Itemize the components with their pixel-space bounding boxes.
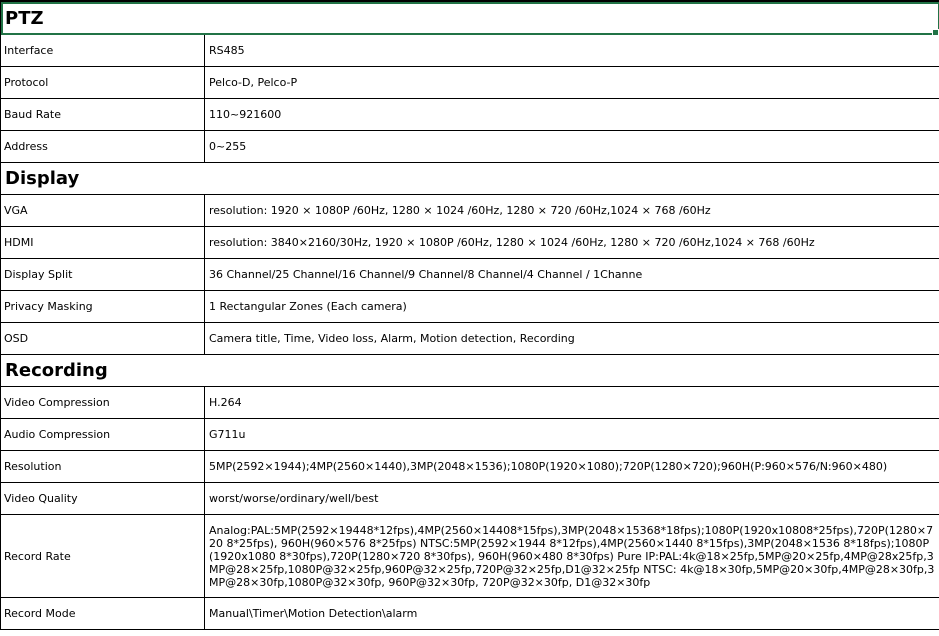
cell-value[interactable]: Pelco-D, Pelco-P [205,67,939,99]
cell-label[interactable]: Record Rate [1,515,205,598]
cell-value[interactable]: RS485 [205,35,939,67]
section-header-ptz [1,2,939,35]
cell-value[interactable]: H.264 [205,387,939,419]
table-row [1,323,939,355]
table-row [1,259,939,291]
cell-value[interactable]: 110~921600 [205,99,939,131]
table-row [1,195,939,227]
cell-value[interactable]: Manual\Timer\Motion Detection\alarm [205,598,939,630]
cell-label[interactable]: Audio Compression [1,419,205,451]
cell-label[interactable]: Protocol [1,67,205,99]
cell-label[interactable]: Record Mode [1,598,205,630]
cell-label[interactable]: Video Compression [1,387,205,419]
section-title-recording[interactable]: Recording [1,355,939,387]
cell-label[interactable]: Display Split [1,259,205,291]
selection-fill-handle[interactable] [932,29,939,36]
table-row [1,598,939,630]
table-row [1,451,939,483]
table-row [1,515,939,598]
cell-value[interactable]: 36 Channel/25 Channel/16 Channel/9 Channel/8 Channel/4 Channel / 1Channe [205,259,939,291]
cell-value[interactable]: resolution: 1920 × 1080P /60Hz, 1280 × 1024 /60Hz, 1280 × 720 /60Hz,1024 × 768 /60Hz [205,195,939,227]
cell-value[interactable]: G711u [205,419,939,451]
table-row [1,67,939,99]
table-row [1,227,939,259]
cell-value[interactable]: Camera title, Time, Video loss, Alarm, Motion detection, Recording [205,323,939,355]
cell-value[interactable]: 5MP(2592×1944);4MP(2560×1440),3MP(2048×1536);1080P(1920×1080);720P(1280×720);960H(P:960×576/N:960×480) [205,451,939,483]
cell-label[interactable]: HDMI [1,227,205,259]
cell-value[interactable]: resolution: 3840×2160/30Hz, 1920 × 1080P /60Hz, 1280 × 1024 /60Hz, 1280 × 720 /60Hz,1024 × 768 /60Hz [205,227,939,259]
table-row [1,419,939,451]
cell-value[interactable]: Analog:PAL:5MP(2592×19448*12fps),4MP(2560×14408*15fps),3MP(2048×15368*18fps);1080P(1920x10808*25fps),720P(1280×720 8*25fps), 960H(960×576 8*25fps) NTSC:5MP(2592×1944 8*12fps),4MP(2560×1440 8*15fps),3MP(2048×1536 8*18fps);1080P(1920x1080 8*30fps),720P(1280×720 8*30fps), 960H(960×480 8*30fps) Pure IP:PAL:4k@18×25fp,5MP@20×25fp,4MP@28x25fp,3MP@28×25fp,1080P@32×25fp,960P@32×25fp,720P@32×25fp,D1@32×25fp NTSC: 4k@18×30fp,5MP@20×30fp,4MP@28×30fp,3MP@28×30fp,1080P@32×30fp, 960P@32×30fp, 720P@32×30fp, D1@32×30fp [205,515,939,598]
cell-value[interactable]: 0~255 [205,131,939,163]
cell-label[interactable]: Address [1,131,205,163]
cell-label[interactable]: Video Quality [1,483,205,515]
table-row [1,387,939,419]
table-row [1,99,939,131]
cell-label[interactable]: Baud Rate [1,99,205,131]
section-title-ptz[interactable]: PTZ [1,2,939,35]
cell-value[interactable]: worst/worse/ordinary/well/best [205,483,939,515]
section-header-recording [1,355,939,387]
section-title-display[interactable]: Display [1,163,939,195]
cell-value[interactable]: 1 Rectangular Zones (Each camera) [205,291,939,323]
cell-label[interactable]: OSD [1,323,205,355]
section-header-display [1,163,939,195]
cell-label[interactable]: VGA [1,195,205,227]
cell-label[interactable]: Interface [1,35,205,67]
table-row [1,483,939,515]
table-row [1,35,939,67]
table-row [1,291,939,323]
cell-label[interactable]: Privacy Masking [1,291,205,323]
cell-label[interactable]: Resolution [1,451,205,483]
table-row [1,131,939,163]
